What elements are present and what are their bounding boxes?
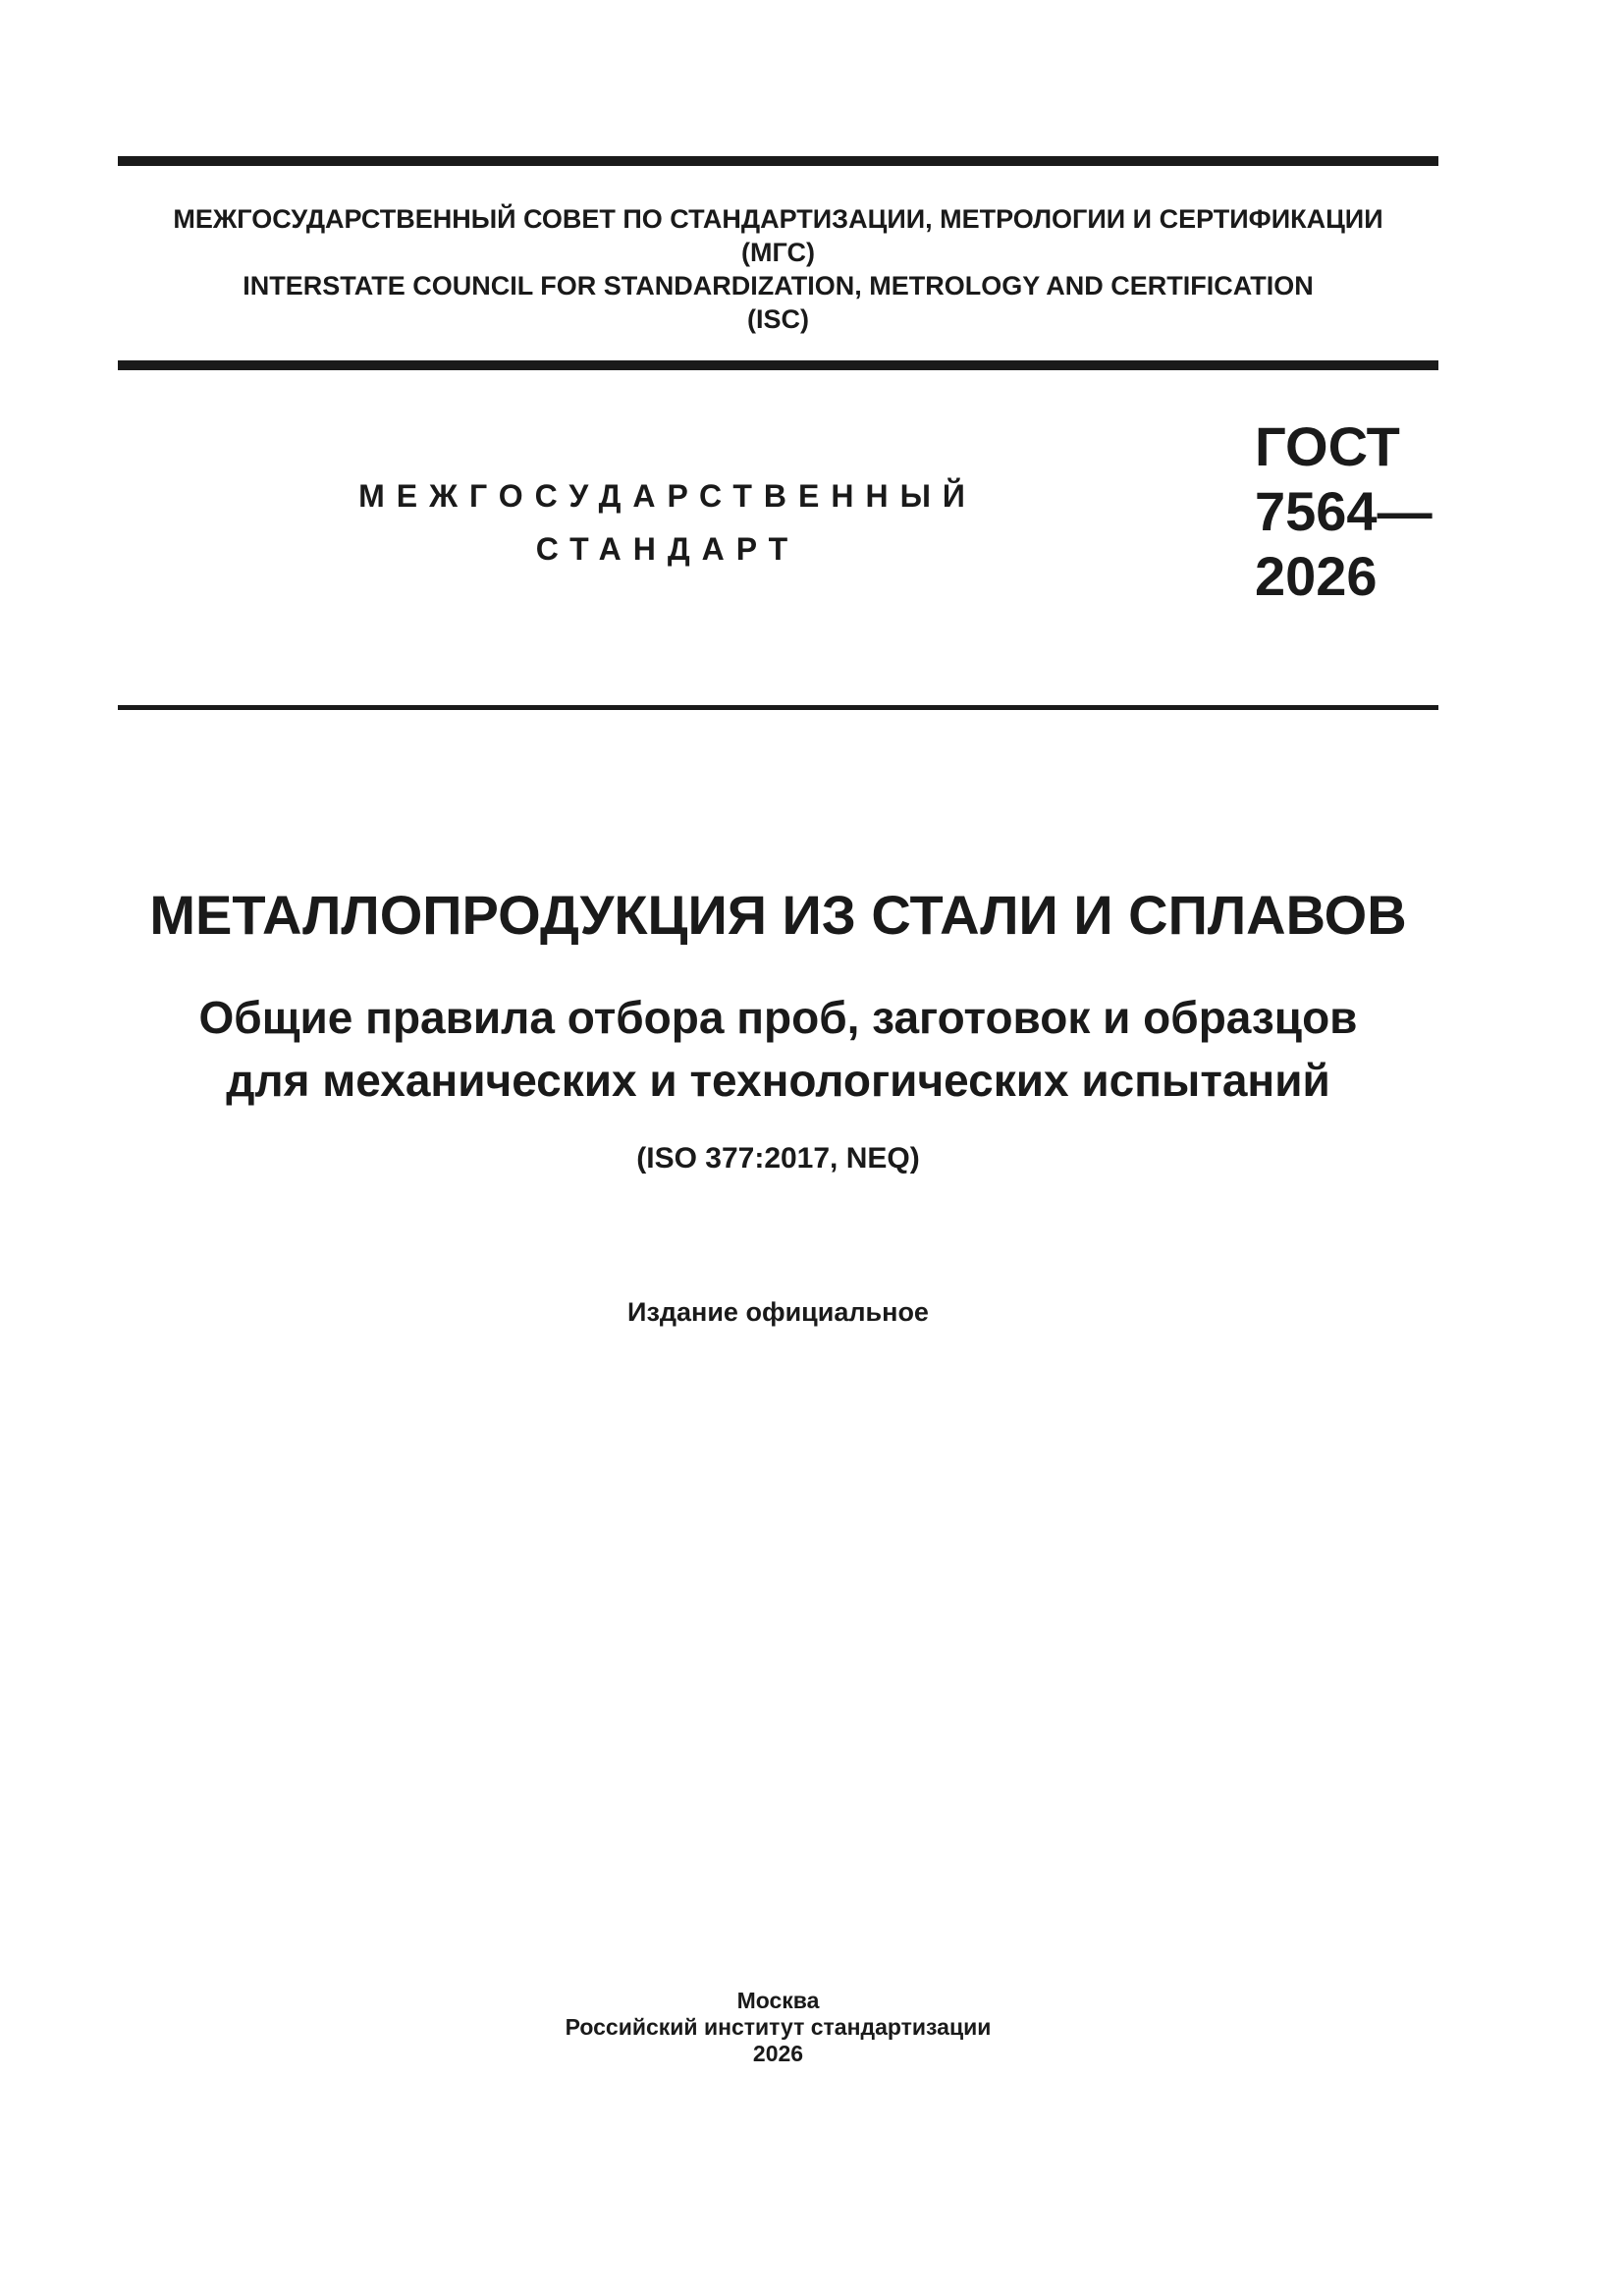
council-name-en: INTERSTATE COUNCIL FOR STANDARDIZATION, METROLOGY AND CERTIFICATION	[243, 271, 1314, 301]
iso-reference: (ISO 377:2017, NEQ)	[636, 1142, 920, 1175]
standard-kind	[334, 469, 1001, 575]
edition-note: Издание официальное	[627, 1297, 929, 1327]
council-name-ru: МЕЖГОСУДАРСТВЕННЫЙ СОВЕТ ПО СТАНДАРТИЗАЦИИ, МЕТРОЛОГИИ И СЕРТИФИКАЦИИ	[173, 204, 1383, 234]
document-title: МЕТАЛЛОПРОДУКЦИЯ ИЗ СТАЛИ И СПЛАВОВ	[149, 884, 1407, 946]
standard-kind-line2: СТАНДАРТ	[535, 531, 800, 567]
title-block-rule	[118, 705, 1438, 710]
council-abbr-ru: (МГС)	[741, 238, 815, 267]
standard-kind-line1: МЕЖГОСУДАРСТВЕННЫЙ	[358, 478, 977, 514]
imprint-year: 2026	[752, 2041, 804, 2066]
imprint-city: Москва	[736, 1988, 820, 2013]
document-subtitle	[118, 986, 1438, 1112]
designation-prefix: ГОСТ	[1255, 415, 1400, 477]
council-header	[118, 202, 1438, 336]
subtitle-line1: Общие правила отбора проб, заготовок и образцов	[198, 992, 1358, 1043]
council-abbr-en: (ISC)	[747, 304, 809, 334]
imprint	[118, 1988, 1438, 2067]
designation-year: 2026	[1255, 545, 1378, 607]
standard-designation	[1255, 414, 1433, 609]
subtitle-line2: для механических и технологических испытаний	[226, 1055, 1330, 1106]
council-rule	[118, 360, 1438, 370]
imprint-publisher: Российский институт стандартизации	[565, 2014, 992, 2040]
top-rule	[118, 156, 1438, 166]
designation-number: 7564—	[1255, 480, 1433, 542]
